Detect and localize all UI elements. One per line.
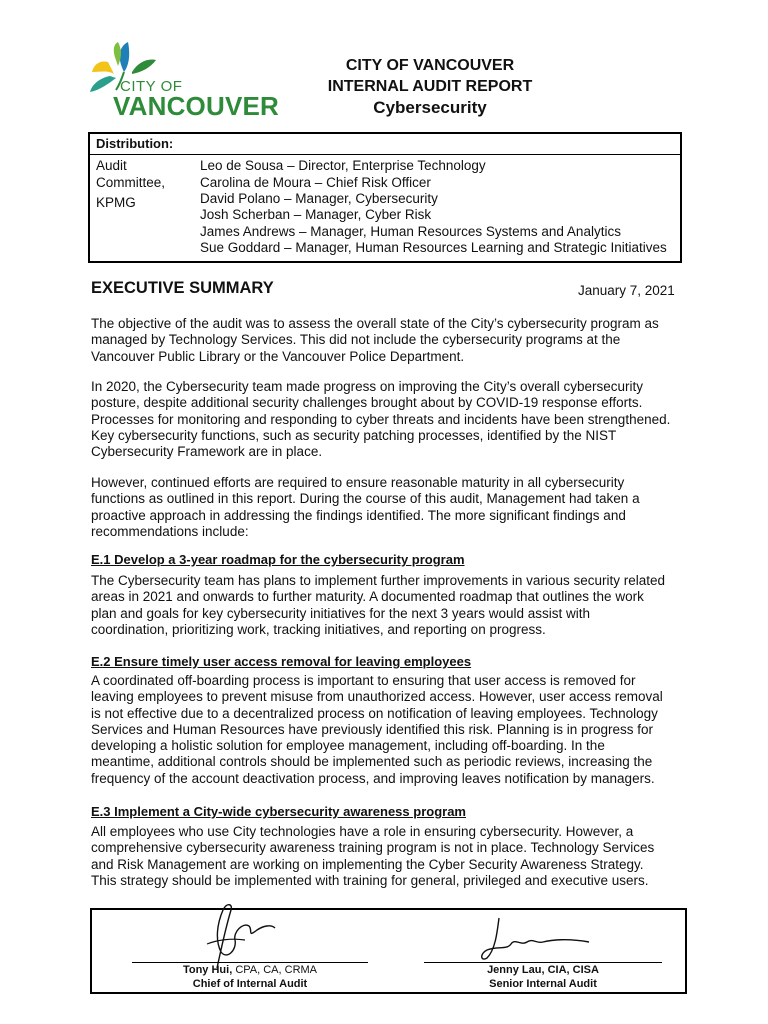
paragraph-line: plan and goals for key cybersecurity initiatives for the next 3 years would assist with [91, 605, 590, 621]
signatory-name: Tony Hui, [182, 964, 233, 976]
logo-leaf-green [132, 60, 156, 75]
paragraph-line: All employees who use City technologies have a role in ensuring cybersecurity. However, a [91, 824, 634, 839]
signatory-title-right: Senior Internal Audit [489, 978, 597, 990]
signatory-name-left [150, 964, 350, 976]
report-type-title: INTERNAL AUDIT REPORT [327, 78, 533, 95]
distribution-recipient: James Andrews – Manager, Human Resources Systems and Analytics [200, 224, 621, 239]
logo-leaf-lightgreen [114, 42, 121, 66]
distribution-box [88, 132, 682, 263]
paragraph-line: posture, despite additional security challenges brought about by COVID-19 response efforts. [91, 395, 643, 411]
paragraph-line: recommendations include: [91, 523, 249, 539]
paragraph-line: areas in 2021 and onwards to further maturity. A documented roadmap that outlines the work [91, 589, 644, 605]
distribution-group: Audit [96, 158, 127, 173]
summary-paragraph-progress [91, 379, 689, 460]
paragraph-line: proactive approach in addressing the findings identified. The more significant findings and [91, 507, 626, 523]
paragraph-line: However, continued efforts are required to ensure reasonable maturity in all cybersecurity [91, 475, 625, 490]
report-org-title: CITY OF VANCOUVER [345, 57, 515, 74]
signatory-credentials: CPA, CA, CRMA [232, 964, 318, 976]
paragraph-line: The Cybersecurity team has plans to implement further improvements in various security related [91, 573, 665, 588]
distribution-label: Distribution: [96, 136, 174, 151]
summary-paragraph-objective [91, 316, 689, 365]
paragraph-line: is not effective due to a decentralized process on notification of leaving employees. Technology [91, 705, 658, 721]
finding-body-e3 [91, 824, 689, 889]
paragraph-line: The objective of the audit was to assess the overall state of the City’s cybersecurity program as [91, 316, 659, 331]
report-date: January 7, 2021 [578, 283, 675, 298]
paragraph-line: Key cybersecurity functions, such as security patching processes, identified by the NIST [91, 427, 617, 443]
paragraph-line: This strategy should be implemented with training for general, privileged and executive users. [91, 872, 649, 888]
paragraph-line: Processes for monitoring and responding to cyber threats and incidents have been strengthened. [91, 411, 671, 427]
paragraph-line: leaving employees to prevent misuse from unauthorized access. However, user access removal [91, 689, 663, 705]
logo-text-vancouver: VANCOUVER [113, 91, 280, 121]
signature-box [90, 908, 687, 994]
distribution-header-band [90, 134, 680, 155]
paragraph-line: A coordinated off-boarding process is important to ensuring that user access is removed for [91, 673, 636, 688]
finding-heading-e2: E.2 Ensure timely user access removal for leaving employees [91, 654, 472, 669]
paragraph-line: In 2020, the Cybersecurity team made progress on improving the City’s overall cybersecurity [91, 379, 643, 394]
logo-leaf-yellow [92, 61, 114, 74]
logo-leaf-blue [120, 42, 130, 72]
executive-summary-heading: EXECUTIVE SUMMARY [91, 279, 274, 297]
paragraph-line: functions as outlined in this report. During the course of this audit, Management had taken a [91, 491, 640, 507]
finding-heading-e3: E.3 Implement a City-wide cybersecurity awareness program [91, 804, 466, 819]
distribution-recipient: Sue Goddard – Manager, Human Resources Learning and Strategic Initiatives [200, 240, 667, 255]
finding-heading-e1: E.1 Develop a 3-year roadmap for the cybersecurity program [91, 552, 465, 567]
distribution-recipient: David Polano – Manager, Cybersecurity [200, 191, 438, 206]
logo-leaf-teal [90, 76, 116, 92]
paragraph-line: Services and Human Resources have previously identified this risk. Planning is in progress for [91, 721, 654, 737]
signatory-name: Jenny Lau, CIA, CISA [487, 964, 599, 976]
paragraph-line: and Risk Management are working on implementing the Cyber Security Awareness Strategy. [91, 856, 644, 872]
paragraph-line: frequency of the account deactivation process, and improving leaves notification by managers. [91, 770, 655, 786]
paragraph-line: meantime, additional controls should be implemented such as periodic reviews, increasing the [91, 754, 653, 770]
report-subject-title: Cybersecurity [373, 98, 487, 117]
signature-jenny-lau [477, 910, 597, 970]
paragraph-line: comprehensive cybersecurity awareness training program is not in place. Technology Services [91, 840, 655, 856]
distribution-group: KPMG [96, 195, 136, 210]
paragraph-line: Vancouver Public Library or the Vancouver Police Department. [91, 348, 465, 364]
paragraph-line: managed by Technology Services. This did not include the cybersecurity programs at the [91, 332, 621, 348]
paragraph-line: coordination, prioritizing work, tracking initiatives, and reporting on progress. [91, 621, 546, 637]
summary-paragraph-continued-efforts [91, 475, 689, 540]
finding-body-e2 [91, 673, 689, 787]
distribution-group: Committee, [96, 175, 166, 190]
signatory-title-left: Chief of Internal Audit [192, 978, 308, 990]
paragraph-line: developing a holistic solution for employee management, including off-boarding. In the [91, 738, 605, 754]
finding-body-e1 [91, 573, 689, 638]
signature-line-right [424, 962, 662, 963]
signatory-name-right [443, 964, 643, 976]
distribution-recipient: Leo de Sousa – Director, Enterprise Technology [200, 158, 486, 173]
distribution-recipient: Carolina de Moura – Chief Risk Officer [200, 175, 431, 190]
logo-text-city-of: CITY OF [120, 78, 183, 95]
paragraph-line: Cybersecurity Framework are in place. [91, 444, 323, 460]
distribution-recipient: Josh Scherban – Manager, Cyber Risk [200, 207, 432, 222]
signature-line-left [132, 962, 368, 963]
